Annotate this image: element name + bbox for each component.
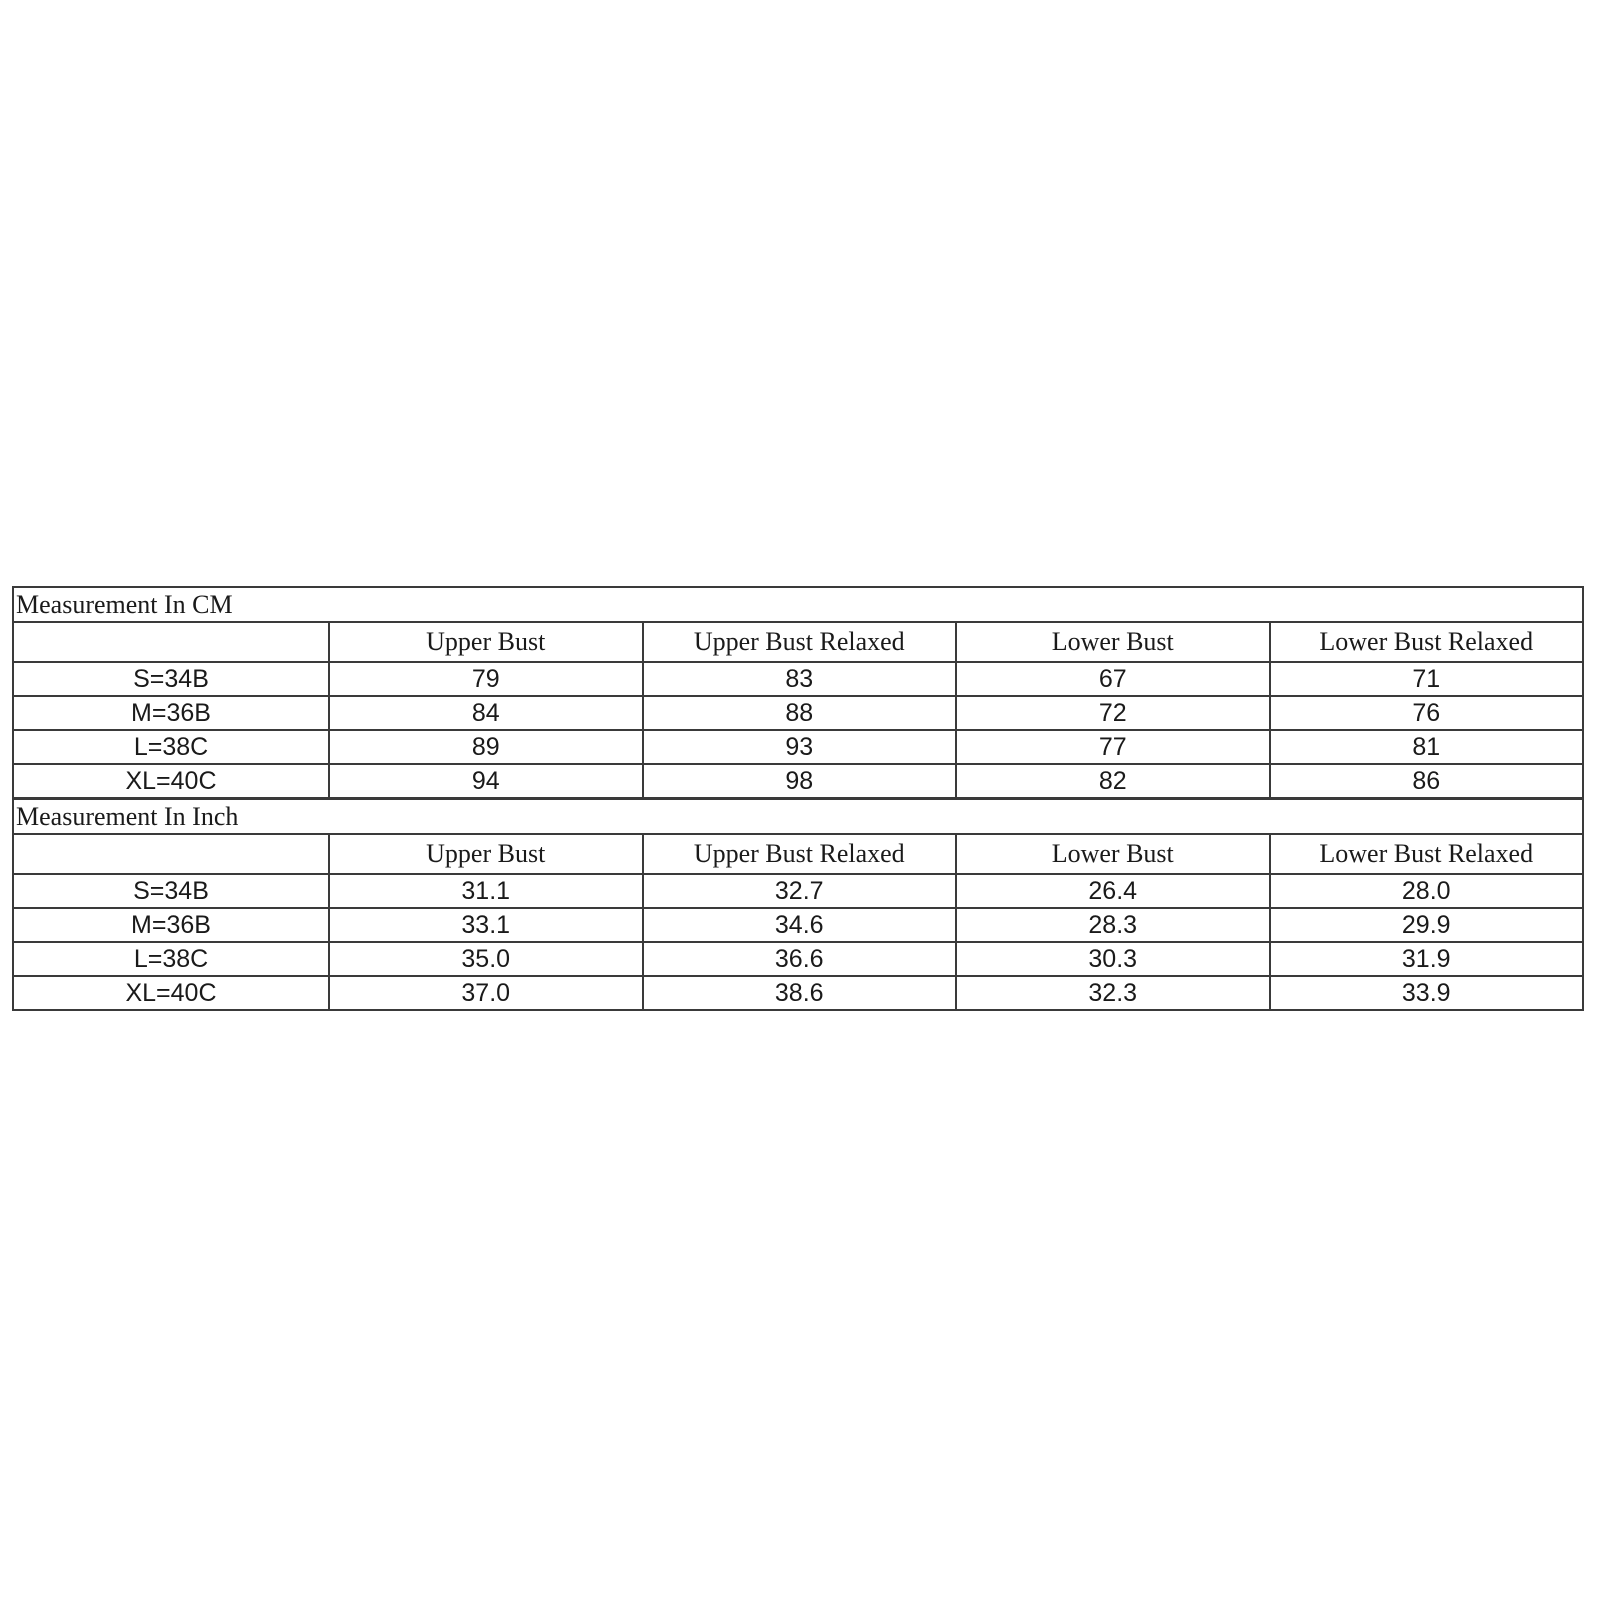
table-cell: 82	[956, 764, 1270, 799]
table-row	[13, 942, 1583, 976]
table-row	[13, 874, 1583, 908]
table-cell: 34.6	[643, 908, 957, 942]
table-cell: 38.6	[643, 976, 957, 1010]
column-header-upper-bust: Upper Bust	[329, 622, 643, 662]
table-cell: 94	[329, 764, 643, 799]
table-cell: 71	[1270, 662, 1584, 696]
size-label: L=38C	[13, 942, 329, 976]
table-cell: 26.4	[956, 874, 1270, 908]
table-cell: 88	[643, 696, 957, 730]
size-label: XL=40C	[13, 764, 329, 799]
table-cell: 84	[329, 696, 643, 730]
table-cell: 79	[329, 662, 643, 696]
table-cell: 32.7	[643, 874, 957, 908]
table-cell: 72	[956, 696, 1270, 730]
section-title-inch: Measurement In Inch	[13, 799, 1583, 835]
table-cell: 36.6	[643, 942, 957, 976]
table-row	[13, 730, 1583, 764]
table-cell: 28.0	[1270, 874, 1584, 908]
column-header-lower-bust: Lower Bust	[956, 834, 1270, 874]
table-cell: 29.9	[1270, 908, 1584, 942]
column-header-lower-bust: Lower Bust	[956, 622, 1270, 662]
section-title-row	[13, 587, 1583, 622]
column-header-upper-bust-relaxed: Upper Bust Relaxed	[643, 834, 957, 874]
column-header-lower-bust-relaxed: Lower Bust Relaxed	[1270, 834, 1584, 874]
table-cell: 67	[956, 662, 1270, 696]
table-cell: 31.9	[1270, 942, 1584, 976]
table-cell: 98	[643, 764, 957, 799]
table-cell: 93	[643, 730, 957, 764]
table-cell: 77	[956, 730, 1270, 764]
column-header-upper-bust: Upper Bust	[329, 834, 643, 874]
table-cell: 76	[1270, 696, 1584, 730]
table-cell: 33.9	[1270, 976, 1584, 1010]
size-label: XL=40C	[13, 976, 329, 1010]
table-row	[13, 662, 1583, 696]
column-header-size	[13, 622, 329, 662]
column-header-row	[13, 622, 1583, 662]
table-row	[13, 908, 1583, 942]
table-cell: 31.1	[329, 874, 643, 908]
table-cell: 81	[1270, 730, 1584, 764]
table-cell: 35.0	[329, 942, 643, 976]
table-cell: 30.3	[956, 942, 1270, 976]
table-cell: 33.1	[329, 908, 643, 942]
size-label: L=38C	[13, 730, 329, 764]
column-header-lower-bust-relaxed: Lower Bust Relaxed	[1270, 622, 1584, 662]
table-row	[13, 764, 1583, 799]
column-header-row	[13, 834, 1583, 874]
size-chart-table	[12, 586, 1584, 1011]
column-header-size	[13, 834, 329, 874]
section-title-cm: Measurement In CM	[13, 587, 1583, 622]
size-label: S=34B	[13, 874, 329, 908]
table-row	[13, 976, 1583, 1010]
table-cell: 37.0	[329, 976, 643, 1010]
size-label: M=36B	[13, 696, 329, 730]
section-title-row	[13, 799, 1583, 835]
table-cell: 89	[329, 730, 643, 764]
table-cell: 86	[1270, 764, 1584, 799]
size-label: S=34B	[13, 662, 329, 696]
table-cell: 83	[643, 662, 957, 696]
table-row	[13, 696, 1583, 730]
table-cell: 32.3	[956, 976, 1270, 1010]
table-cell: 28.3	[956, 908, 1270, 942]
size-label: M=36B	[13, 908, 329, 942]
column-header-upper-bust-relaxed: Upper Bust Relaxed	[643, 622, 957, 662]
